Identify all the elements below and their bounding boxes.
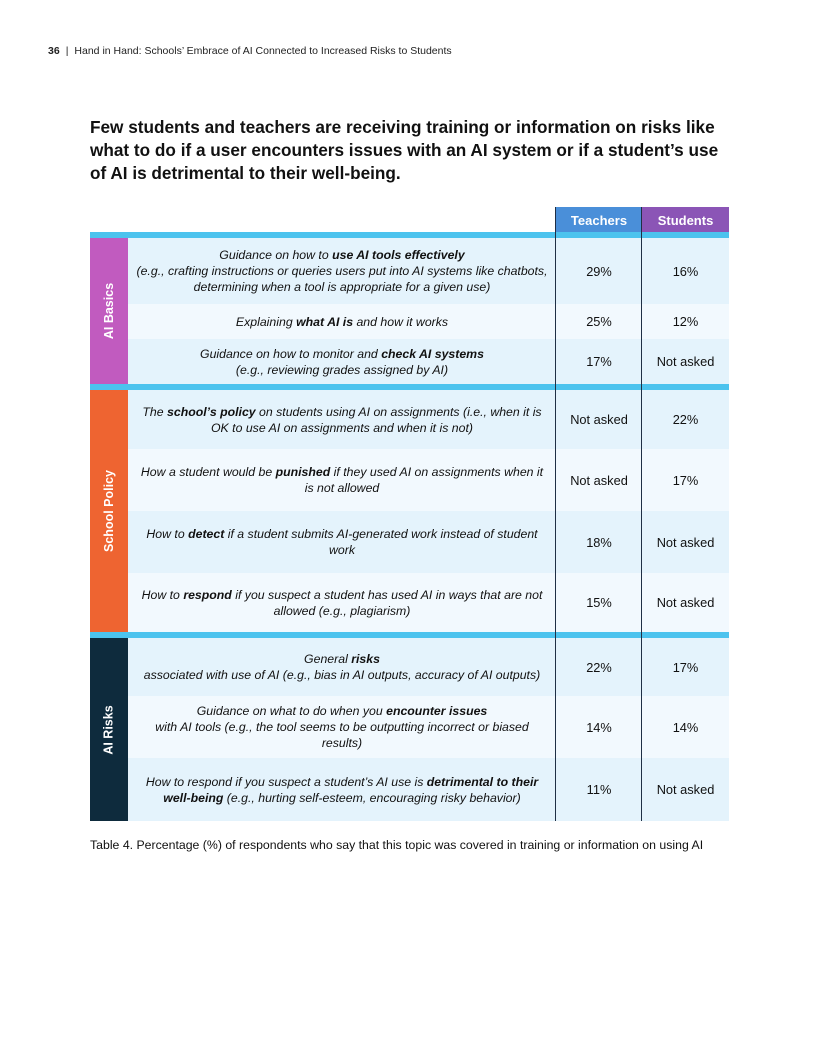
column-divider — [641, 207, 642, 821]
teachers-value: Not asked — [570, 412, 628, 427]
teachers-value: 29% — [586, 263, 612, 279]
page-number: 36 — [48, 45, 60, 57]
topic-text: (e.g., reviewing grades assigned by AI) — [235, 362, 449, 377]
table-row — [128, 449, 729, 511]
group-band-school-policy — [90, 390, 128, 632]
students-value: 16% — [672, 263, 699, 279]
section-headline: Few students and teachers are receiving training or information on risks like what to do if a user encounters issues with an AI system or if a student’s use of AI is detrimental to their well-being. — [90, 117, 719, 183]
group-label: AI Basics — [102, 282, 116, 340]
topic-cell — [128, 573, 556, 632]
table-row — [128, 573, 729, 632]
students-value: Not asked — [656, 534, 715, 550]
topic-text: How a student would be — [140, 465, 276, 479]
table-row — [128, 339, 729, 384]
topic-text: Guidance on what to do when you — [196, 704, 387, 718]
topic-text: Explaining — [235, 314, 297, 329]
teachers-value: 14% — [586, 719, 612, 735]
students-value: 17% — [672, 659, 699, 675]
topic-text: (e.g., crafting instructions or queries users put into AI systems like chatbots, determining when a tool is appropriate for a given use) — [136, 264, 548, 294]
teachers-value: 17% — [586, 354, 612, 369]
students-value: Not asked — [656, 354, 715, 369]
students-value: 22% — [672, 412, 699, 427]
table-row — [128, 304, 729, 339]
topic-keyword: detrimental to their well-being — [163, 774, 539, 805]
topic-text: on students using AI on assignments (i.e., when it is OK to use AI on assignments and when it is not) — [210, 404, 542, 435]
topic-text: (e.g., hurting self-esteem, encouraging risky behavior) — [223, 790, 521, 805]
topic-text: and how it works — [353, 314, 449, 329]
topic-cell — [128, 511, 556, 573]
topic-keyword: use AI tools effectively — [332, 248, 465, 262]
topic-text: How to respond if you suspect a student’s AI use is — [145, 774, 427, 789]
topic-text: associated with use of AI (e.g., bias in AI outputs, accuracy of AI outputs) — [143, 668, 541, 682]
table-row — [128, 238, 729, 304]
table-row — [128, 638, 729, 696]
students-value: Not asked — [656, 595, 715, 610]
topic-cell — [128, 304, 556, 339]
column-header-teachers: Teachers — [556, 207, 642, 233]
teachers-value: 15% — [586, 595, 612, 610]
topic-keyword: respond — [183, 587, 232, 602]
group-label: AI Risks — [102, 704, 116, 755]
teachers-value: 11% — [586, 782, 612, 797]
table-row — [128, 511, 729, 573]
group-band-ai-basics — [90, 238, 128, 384]
students-value: 12% — [672, 314, 699, 329]
teachers-value: 22% — [586, 659, 612, 675]
students-value: Not asked — [656, 782, 715, 797]
header-separator: | — [65, 45, 69, 57]
topic-text: How to — [146, 527, 189, 541]
topic-keyword: risks — [351, 652, 380, 666]
teachers-value: Not asked — [570, 472, 628, 488]
topic-cell — [128, 339, 556, 384]
running-header — [48, 45, 452, 57]
topic-text: if a student submits AI-generated work instead of student work — [224, 527, 538, 557]
topic-text: General — [304, 652, 352, 666]
column-header-students: Students — [642, 207, 729, 233]
table-caption: Table 4. Percentage (%) of respondents who say that this topic was covered in training or information on using AI — [90, 838, 704, 852]
topic-cell — [128, 238, 556, 304]
topic-text: Guidance on how to monitor and — [200, 346, 382, 361]
topic-cell — [128, 758, 556, 821]
table-row — [128, 758, 729, 821]
group-label: School Policy — [102, 470, 116, 552]
topic-keyword: punished — [275, 465, 331, 479]
table-row — [128, 390, 729, 449]
topic-text: if you suspect a student has used AI in ways that are not allowed (e.g., plagiarism) — [231, 587, 543, 618]
topic-cell — [128, 449, 556, 511]
topic-cell — [128, 696, 556, 758]
students-value: 17% — [672, 472, 699, 488]
topic-cell — [128, 390, 556, 449]
students-value: 14% — [672, 719, 699, 735]
topic-text: with AI tools (e.g., the tool seems to be outputting incorrect or biased results) — [155, 720, 529, 750]
topic-keyword: check AI systems — [381, 346, 484, 361]
teachers-value: 18% — [586, 534, 612, 550]
teachers-value: 25% — [586, 314, 612, 329]
topic-cell — [128, 638, 556, 696]
topic-text: How to — [141, 587, 184, 602]
topic-text: The — [142, 404, 168, 419]
topic-text: Guidance on how to — [219, 248, 333, 262]
topic-keyword: detect — [188, 527, 225, 541]
table-row — [128, 696, 729, 758]
topic-keyword: encounter issues — [386, 704, 488, 718]
column-divider — [555, 207, 556, 821]
group-band-ai-risks — [90, 638, 128, 821]
topic-text: if they used AI on assignments when it is not allowed — [304, 465, 544, 495]
topic-keyword: what AI is — [296, 314, 354, 329]
document-title: Hand in Hand: Schools’ Embrace of AI Connected to Increased Risks to Students — [74, 45, 452, 57]
topic-keyword: school’s policy — [167, 404, 256, 419]
